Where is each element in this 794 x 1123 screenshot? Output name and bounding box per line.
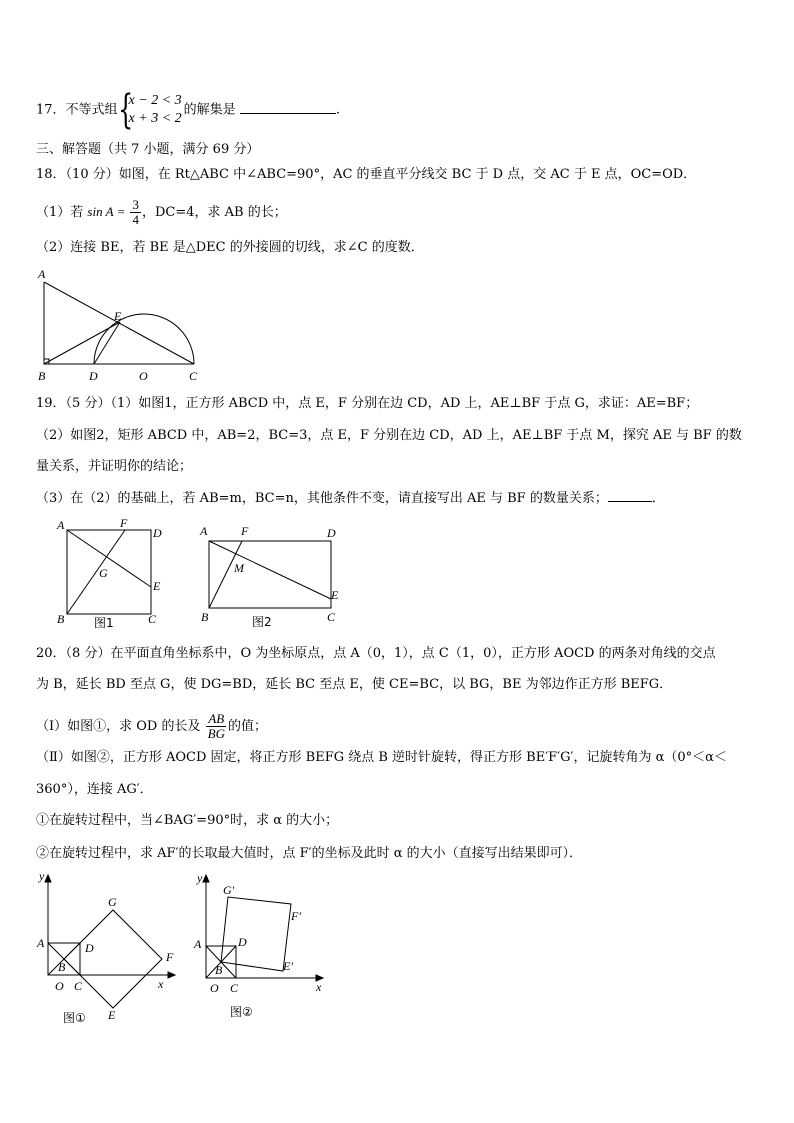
- q20-stem-2: 为 B，延长 BD 至点 G，使 DG=BD，延长 BC 至点 E，使 CE=BC，以 BG，BE 为邻边作正方形 BEFG．: [36, 677, 673, 692]
- label-f: F: [241, 524, 249, 538]
- q20-sub-2: ②在旋转过程中，求 AF′的长取最大值时，点 F′的坐标及此时 α 的大小（直接写出结果即可）．: [36, 846, 583, 861]
- label-f: F: [166, 950, 174, 964]
- q18-fraction-num: 3: [132, 197, 139, 212]
- label-b: B: [38, 369, 46, 383]
- label-a: A: [38, 268, 46, 281]
- q20-sub-1: ①在旋转过程中，当∠BAG′=90°时，求 α 的大小；: [36, 813, 339, 828]
- q17-inequality-1: x − 2 < 3: [128, 93, 182, 108]
- section-3-heading: 三、解答题（共 7 小题，满分 69 分）: [36, 142, 260, 157]
- q18-fraction: [130, 198, 141, 227]
- label-b: B: [215, 963, 223, 977]
- q18-fraction-den: 4: [132, 212, 139, 227]
- figure-2-caption: 图②: [230, 1005, 253, 1019]
- figure-1-caption: 图①: [63, 1011, 86, 1025]
- q20-figure-1: [32, 870, 182, 1028]
- label-y: y: [39, 870, 45, 883]
- q20-part1-tail: 的值；: [227, 719, 267, 734]
- label-o: O: [55, 979, 64, 993]
- label-a: A: [200, 524, 208, 538]
- label-d: D: [89, 369, 98, 383]
- label-c: C: [148, 612, 157, 626]
- label-c: C: [230, 981, 239, 995]
- rectangle-abcd: [209, 541, 331, 608]
- square-be-f-g-prime: [221, 897, 291, 971]
- q19-part3: [36, 490, 665, 508]
- figure-1-caption: 图1: [94, 616, 114, 630]
- q18-figure: [34, 268, 206, 386]
- q19-part2a: （2）如图2，矩形 ABCD 中，AB=2，BC=3，点 E，F 分别在边 CD，AD 上，AE⊥BF 于点 M，探究 AE 与 BF 的数: [36, 428, 742, 443]
- q18-sin-a: sin A =: [87, 204, 126, 219]
- q19-figure-1: [52, 515, 184, 633]
- y-axis-arrow-icon: [45, 875, 51, 882]
- y-axis-arrow-icon: [203, 875, 209, 882]
- label-g: G: [99, 566, 108, 580]
- label-x: x: [316, 980, 322, 994]
- label-a: A: [37, 936, 45, 950]
- label-c: C: [189, 369, 198, 383]
- label-d: D: [327, 526, 336, 540]
- label-c: C: [327, 610, 336, 624]
- q19-part2b: 量关系，并证明你的结论；: [36, 459, 193, 474]
- label-e: E: [108, 1008, 116, 1022]
- label-f: F: [120, 516, 128, 530]
- label-e-prime: E′: [283, 959, 293, 973]
- label-a: A: [57, 518, 65, 532]
- q20-part1: [36, 712, 267, 741]
- label-b: B: [57, 612, 65, 626]
- segment-bf: [67, 530, 125, 614]
- label-m: M: [234, 561, 244, 575]
- q19-figure-2: [196, 515, 348, 633]
- q18-part1: [36, 198, 287, 227]
- q17-prefix: 17．不等式组: [36, 102, 118, 118]
- q18-part2: （2）连接 BE，若 BE 是△DEC 的外接圆的切线，求∠C 的度数．: [36, 240, 424, 255]
- q20-fraction: [206, 712, 227, 741]
- q20-figure-2: [190, 870, 330, 1028]
- label-d: D: [85, 941, 94, 955]
- label-g: G: [108, 895, 117, 909]
- q20-fraction-num: AB: [208, 711, 225, 726]
- label-a: A: [194, 937, 202, 951]
- label-o: O: [139, 369, 148, 383]
- label-e: E: [331, 588, 339, 602]
- label-b: B: [58, 960, 66, 974]
- label-d: D: [238, 935, 247, 949]
- q17-line: [36, 87, 340, 133]
- q17-answer-blank[interactable]: [240, 113, 336, 114]
- label-f-prime: F′: [291, 909, 301, 923]
- label-d: D: [153, 526, 162, 540]
- label-c: C: [74, 979, 83, 993]
- q17-end: .: [335, 102, 340, 118]
- q20-fraction-den: BG: [207, 726, 225, 741]
- label-o: O: [210, 981, 219, 995]
- left-brace-icon: {: [117, 87, 133, 133]
- q19-part3-text: （3）在（2）的基础上，若 AB=m，BC=n，其他条件不变，请直接写出 AE 与 BF 的数量关系；: [36, 491, 608, 506]
- label-y: y: [197, 871, 203, 885]
- q18-stem: 18．（10 分）如图，在 Rt△ABC 中∠ABC=90°，AC 的垂直平分线交 BC 于 D 点，交 AC 于 E 点，OC=OD．: [36, 167, 697, 182]
- segment-ae: [67, 530, 151, 587]
- square-befg: [64, 910, 162, 1008]
- label-e: E: [153, 579, 161, 593]
- q20-part2b: 360°），连接 AG′．: [36, 782, 153, 797]
- q20-part2a: （Ⅱ）如图②，正方形 AOCD 固定，将正方形 BEFG 绕点 B 逆时针旋转，得正方形 BE′F′G′，记旋转角为 α（0°＜α＜: [36, 750, 727, 765]
- x-axis-arrow-icon: [168, 972, 175, 978]
- label-e: E: [114, 309, 122, 323]
- q20-part1-lead: （Ⅰ）如图①，求 OD 的长及: [36, 719, 201, 734]
- q19-stem: 19．（5 分）（1）如图1，正方形 ABCD 中，点 E，F 分别在边 CD，AD 上，AE⊥BF 于点 G，求证：AE=BF；: [36, 396, 699, 411]
- figure-2-caption: 图2: [252, 615, 272, 629]
- label-x: x: [158, 977, 164, 991]
- label-b: B: [201, 610, 209, 624]
- q18-part1-lead: （1）若: [36, 205, 84, 220]
- label-g-prime: G′: [223, 883, 235, 897]
- q18-part1-tail: ，DC=4，求 AB 的长；: [141, 205, 287, 220]
- segment-ed: [94, 322, 120, 364]
- q20-stem-1: 20．（8 分）在平面直角坐标系中，O 为坐标原点，点 A（0，1），点 C（1，0），正方形 AOCD 的两条对角线的交点: [36, 646, 716, 661]
- q19-answer-blank[interactable]: [608, 501, 652, 502]
- q19-part3-end: ．: [651, 491, 665, 506]
- square-abcd: [67, 530, 151, 614]
- q17-inequality-2: x + 3 < 2: [128, 111, 182, 126]
- q17-inequality-system: [117, 87, 182, 133]
- q17-suffix: 的解集是: [183, 102, 236, 118]
